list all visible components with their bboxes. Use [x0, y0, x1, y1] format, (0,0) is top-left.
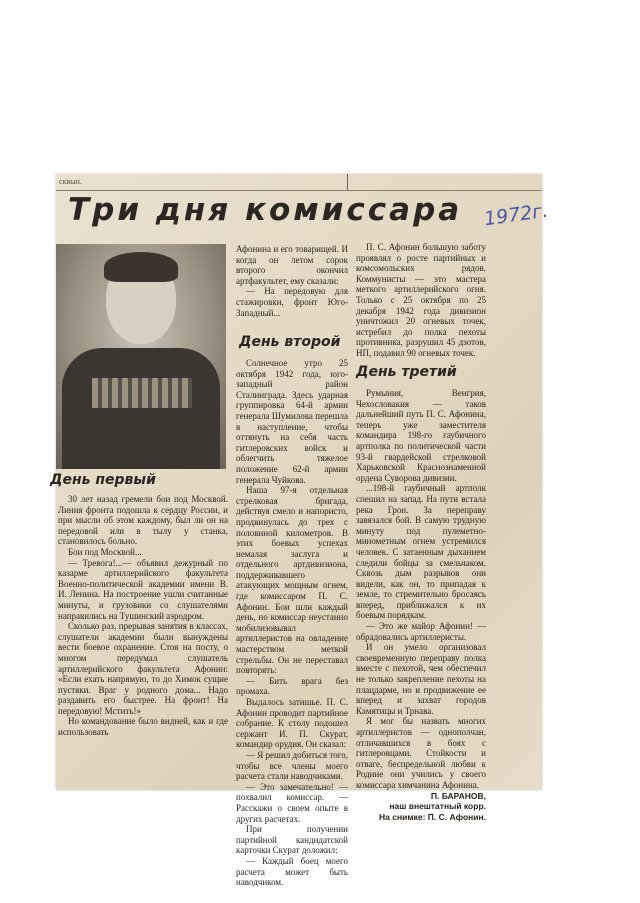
- photo-note: На снимке: П. С. Афонин.: [379, 811, 486, 822]
- paragraph: При получении партийной кандидатской карточки Скурат доложил:: [236, 824, 348, 856]
- column-2-top: [236, 244, 348, 318]
- handwritten-year: 1972г.: [482, 199, 550, 231]
- paragraph: И он умело организовал своевременную переправу полка вместе с пехотой, чем обеспечил не только закрепление пехоты на плацдарме, но и продвижение ее вперед и захват городов Камятицы и Трнава.: [356, 642, 486, 716]
- paragraph: Бои под Москвой...: [68, 546, 142, 557]
- paragraph: — Каждый боец моего расчета может быть наводчиком.: [236, 855, 348, 888]
- section-heading-day3: День третий: [356, 364, 457, 380]
- author-role: наш внештатный корр.: [389, 801, 486, 812]
- paragraph: Сколько раз, прерывая занятия в классах, слушатели академии были вынуждены вести боевое охранение. Стоя на посту, о многом передумал слушатель артиллерийского факультета Афонин: «Если ехать напрямую, то до Химок сущие пустяки. Враг у родного дома... Надо раздавить его быстрее. На фронт! На передовую! Мстить!»: [58, 621, 228, 716]
- paragraph: ...198-й гаубичный артполк спешил на запад. На пути встала река Грон. За переправу завязался бой. В самую трудную минуту под пулеметно-минометным огнем устремился человек. С затаенным дыханием следили бойцы за смельчаком. Сквозь дым разрывов они видели, как он, то припадая к земле, то стремительно бросаясь вперед, приближался к их боевым порядкам.: [356, 483, 486, 621]
- portrait-photo: [56, 244, 226, 469]
- paragraph: Выдалось затишье. П. С. Афонин проводит партийное собрание. К столу подошел сержант И. П. Скурат, командир орудия. Он сказал:: [236, 697, 348, 750]
- paragraph: — Это замечательно! — похвалил комиссар. — Расскажи о своем опыте в других расчетах.: [236, 781, 348, 824]
- clipping-top-edge: [56, 174, 542, 191]
- author-name: П. БАРАНОВ,: [430, 790, 486, 801]
- edge-text-fragment: сквын.: [59, 177, 82, 186]
- uniform-shape: [62, 348, 220, 469]
- paragraph: Румыния, Венгрия, Чехословакия — таков дальнейший путь П. С. Афонина, теперь уже заместителя командира 198-го гаубичного артполка по политической части 93-й гвардейской стрелковой Харьковской Краснознаменной ордена Суворова дивизии.: [356, 388, 486, 483]
- paragraph: — Тревога!...— объявил дежурный по казарме артиллерийского факультета Военно-политической академии имени В. И. Ленина. На построение ушли считанные минуты, и грузовики со слушателями направились на Тушинский аэродром.: [58, 557, 228, 621]
- column-3: [356, 388, 486, 822]
- paragraph: 30 лет назад гремели бои под Москвой. Линия фронта подошла к сердцу России, и при мысли об этом каждому, был ли он на передовой или в тылу у станка, становилось больно.: [58, 494, 228, 547]
- column-2: [236, 358, 348, 888]
- section-heading-day2: День второй: [239, 334, 341, 350]
- paragraph: Афонина и его товарищей. И когда он летом сорок второго окончил артфакультет, ему сказали:: [236, 244, 348, 286]
- paragraph: П. С. Афонин большую заботу проявлял о росте партийных и комсомольских рядов. Коммунисты — это мастера меткого артиллерийского огня. Только с 25 октября по 25 декабря 1942 года дивизион уничтожил 20 огневых точек, истребил до полка пехоты противника, разрушил 45 дзотов, НП, подавил 90 огневых точек.: [356, 242, 486, 358]
- medals-shape: [92, 378, 192, 408]
- section-heading-day1: День первый: [50, 472, 156, 488]
- author-signature: [356, 791, 486, 823]
- hair-shape: [104, 252, 178, 282]
- newspaper-clipping: [50, 174, 550, 888]
- headline: Три дня комиссара: [68, 192, 463, 228]
- edge-divider: [347, 174, 348, 190]
- paragraph: — На передовую для стажировки, фронт Юго-Западный...: [236, 286, 348, 318]
- paragraph: — Я решил добиться того, чтобы все члены моего расчета стали наводчиками.: [236, 749, 348, 782]
- paragraph: — Бить врага без промаха.: [236, 675, 348, 697]
- column-1: [58, 494, 228, 738]
- paragraph: Солнечное утро 25 октября 1942 года, юго-западный район Сталинграда. Здесь ударная группировка 64-й армии генерала Шумилова перешла в наступление, чтобы оттянуть на себя часть гитлеровских войск и облегчить тяжелое положение 62-й армии генерала Чуйкова.: [236, 358, 348, 485]
- paragraph: Но командование было видней, как и где использовать: [58, 716, 228, 738]
- paragraph: — Это же майор Афонин! — обрадовались артиллеристы.: [356, 621, 486, 642]
- column-3-top: [356, 242, 486, 359]
- paragraph: Наша 97-я отдельная стрелковая бригада, действуя смело и напористо, продвинулась до трех с половиной километров. В этих боевых успехах немалая заслуга и отдельного артдивизиона, поддерживавшего атакующих мощным огнем, где комиссаром П. С. Афонин. Бои шли каждый день, но комиссар неустанно мобилизовывал артиллеристов на овладение мастерством меткой стрельбы. Он не переставал повторять:: [236, 485, 348, 676]
- paragraph: Я мог бы назвать многих артиллеристов — однополчан, отличавшихся в боях с гитлеровцами. Стойкости и отваге, беспредельной любви к Родине они учились у своего комиссара химчанина Афонина.: [356, 716, 486, 790]
